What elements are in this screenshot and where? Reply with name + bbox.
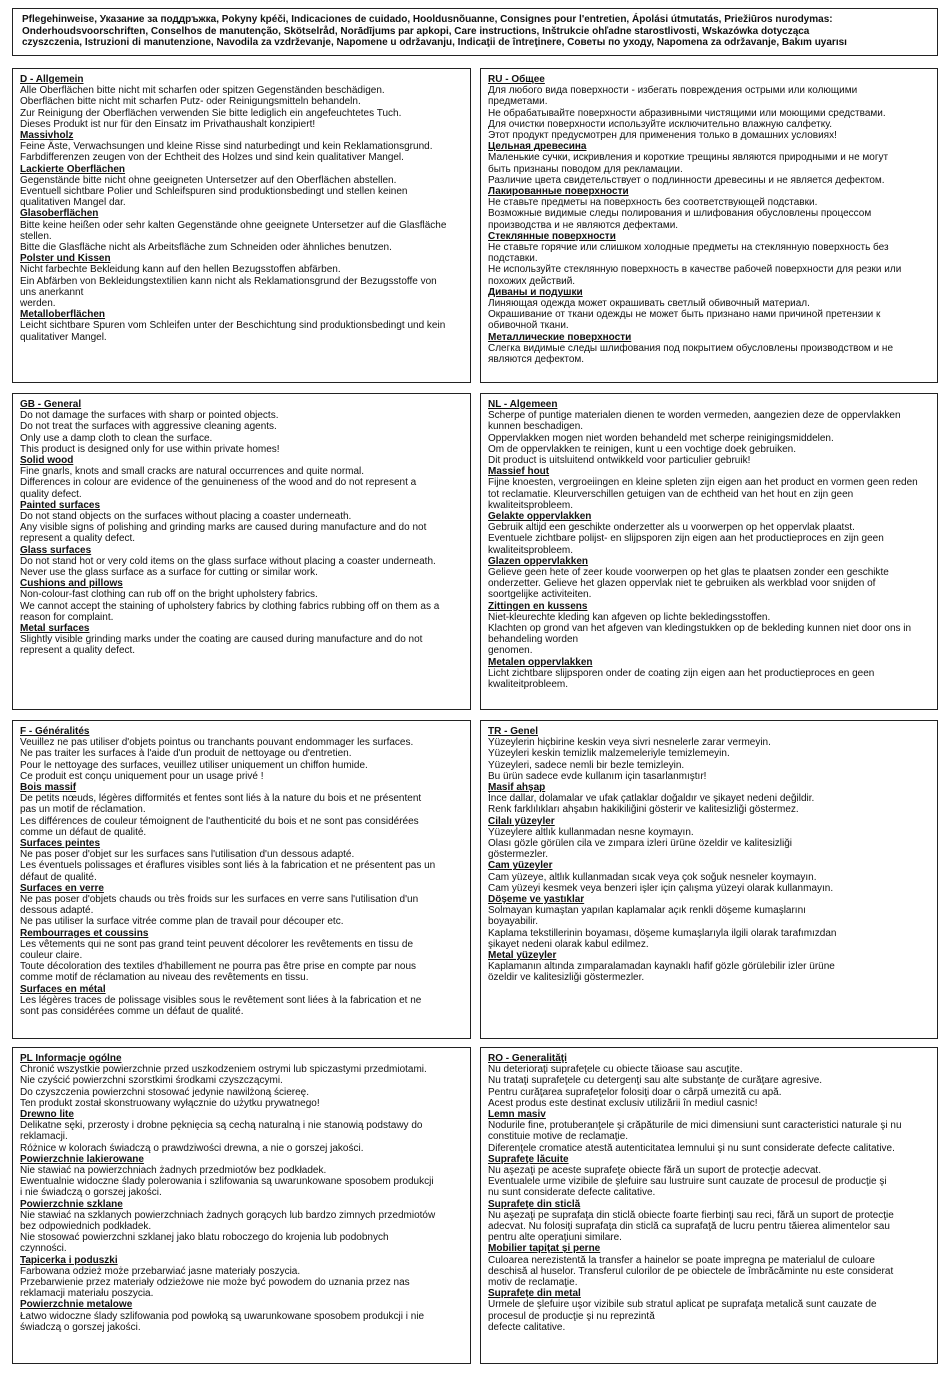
- panel-pl: [12, 1047, 471, 1364]
- panel-ro: [480, 1047, 938, 1364]
- section-heading: Suprafeţe din sticlă: [488, 1198, 581, 1210]
- panel-intro: Scherpe of puntige materialen dienen te worden vermeden, aangezien deze de oppervlakken kunnen beschadigen. Oppervlakken mogen niet worden behandeld met scherpe reinigingsmiddelen. Om de oppervlakken te reinigen, kunt u een vochtige doek gebruiken. Dit product is uitsluitend ontwikkeld voor particulier gebruik!: [488, 410, 901, 467]
- panel-intro: Chronić wszystkie powierzchnie przed uszkodzeniem ostrymi lub spiczastymi przedmiotami. Nie czyścić powierzchni szorstkimi środkami czyszczącymi. Do czyszczenia powierzchni stosować jedynie nawilżoną ściereę. Ten produkt został skonstruowany wyłącznie do użytku prywatnego!: [20, 1064, 427, 1109]
- section-text: Nie stawiać na powierzchniach żadnych przedmiotów bez podkładek. Ewentualnie widoczne ślady polerowania i szlifowania są uwarunkowane sposobem produkcji i nie świadczą o gorszej jakości.: [20, 1165, 434, 1199]
- section-text: Ne pas poser d'objets chauds ou très froids sur les surfaces en verre sans l'utilisation d'un dessous adapté. Ne pas utiliser la surface vitrée comme plan de travail pour découper etc.: [20, 894, 419, 928]
- section-text: Farbowana odzież może przebarwiać jasne materiały poszycia. Przebarwienie przez materiały odzieżowe nie może być powodem do uznania przez nas reklamacji materiału poszycia.: [20, 1265, 410, 1300]
- panel-intro: Veuillez ne pas utiliser d'objets pointus ou tranchants pouvant endommager les surfaces. Ne pas traiter les surfaces à l'aide d'un produit de nettoyage ou d'entretien. Pour le nettoyage des surfaces, veuillez utiliser uniquement un chiffon humide. Ce produit est conçu uniquement pour un usage privé !: [20, 737, 414, 782]
- section-text: Urmele de şlefuire uşor vizibile sub stratul aplicat pe suprafaţa metalică sunt cauzate de procesul de producţie şi nu reprezintă defecte calitative.: [488, 1299, 877, 1333]
- section-heading: Диваны и подушки: [488, 286, 583, 298]
- panel-title: F - Généralités: [20, 726, 90, 737]
- section-heading: Powierzchnie szklane: [20, 1198, 123, 1210]
- section-text: Łatwo widoczne ślady szlifowania pod powłoką są uwarunkowane sposobem produkcji i nie świadczą o gorszej jakości.: [20, 1310, 425, 1333]
- section-heading: Металлические поверхности: [488, 331, 632, 343]
- section-text: Линяющая одежда может окрашивать светлый обивочный материал. Окрашивание от ткани одежды не может быть признано нами причиной претензии к обивочной ткани.: [488, 298, 881, 332]
- section-text: Nie stawiać na szklanych powierzchniach żadnych gorących lub bardzo zimnych przedmiotów bez odpowiednich podkładek. Nie stosować powierzchni szklanej jako blatu roboczego do krojenia lub podobnych czynności.: [20, 1209, 436, 1255]
- panel-title: D - Allgemein: [20, 74, 84, 85]
- panel-title: NL - Algemeen: [488, 399, 558, 410]
- panel-intro: Nu deterioraţi suprafeţele cu obiecte tăioase sau ascuţite. Nu trataţi suprafeţele cu detergenţi sau alte substanţe de curăţare agresive. Pentru curăţarea suprafeţelor folosiţi doar o cârpă umezită cu apă. Acest produs este destinat exclusiv utilizării în mediul casnic!: [488, 1064, 823, 1109]
- section-heading: Powierzchnie metalowe: [20, 1299, 133, 1311]
- section-heading: Surfaces en verre: [20, 882, 104, 894]
- section-text: Не ставьте горячие или слишком холодные предметы на стеклянную поверхность без подставки. Не используйте стеклянную поверхность в качестве рабочей поверхности для резки или похожих действий.: [488, 242, 902, 287]
- section-heading: Mobilier tapiţat şi perne: [488, 1243, 601, 1255]
- section-text: İnce dallar, dolamalar ve ufak çatlaklar doğaldır ve şikayet nedeni değildir. Renk farklılıkları ahşabın hakikiliğini gösterir ve kalitesizliği göstermez.: [488, 793, 815, 816]
- section-heading: Powierzchnie lakierowane: [20, 1153, 144, 1165]
- panel-title: RO - Generalităţi: [488, 1053, 567, 1064]
- section-heading: Lemn masiv: [488, 1109, 546, 1121]
- section-heading: Metalen oppervlakken: [488, 656, 593, 668]
- section-text: Yüzeylere altlık kullanmadan nesne koymayın. Olası gözle görülen cila ve zımpara izleri ürüne özeldir ve kalitesizliği göstermezler.: [488, 826, 793, 861]
- section-heading: Цельная древесина: [488, 141, 587, 153]
- panel-ru: [480, 68, 938, 383]
- section-text: Ne pas poser d'objet sur les surfaces sans l'utilisation d'un dessous adapté. Les éventuels polissages et éraflures visibles sont liés à la fabrication et ne présentent pas un défaut de qualité.: [20, 849, 436, 883]
- panel-tr: [480, 720, 938, 1039]
- section-heading: Surfaces en métal: [20, 983, 106, 995]
- panel-title: TR - Genel: [488, 726, 539, 737]
- section-text: Fine gnarls, knots and small cracks are natural occurrences and quite normal. Differences in colour are evidence of the genuineness of the wood and do not represent a quality defect.: [20, 466, 417, 500]
- section-heading: Metalloberflächen: [20, 309, 106, 321]
- section-heading: Gelakte oppervlakken: [488, 511, 592, 523]
- section-heading: Surfaces peintes: [20, 838, 101, 850]
- section-heading: Suprafeţe din metal: [488, 1288, 581, 1300]
- section-heading: Massief hout: [488, 466, 550, 478]
- section-heading: Massivholz: [20, 130, 74, 142]
- panel-intro: Для любого вида поверхности - избегать повреждения острыми или колющими предметами. Не обрабатывайте поверхности абразивными чистящими или моющими средствами. Для очистки поверхности используйте исключительно влажную салфетку. Этот продукт предусмотрен для применения только в домашних условиях!: [488, 85, 886, 142]
- section-text: Kaplamanın altında zımparalamadan kaynaklı hafif gözle görülebilir izler ürüne özeldir ve kalitesizliği göstermezler.: [488, 961, 835, 984]
- panel-gb: [12, 393, 471, 710]
- section-text: Nu aşezaţi pe aceste suprafeţe obiecte fără un suport de protecţie adecvat. Eventualele urme vizibile de şlefuire sau lustruire sunt cauzate de procesul de producţie şi nu sunt considerate defecte calitative.: [488, 1165, 887, 1199]
- section-text: Cam yüzeye, altlık kullanmadan sıcak veya çok soğuk nesneler koymayın. Cam yüzeyi kesmek veya benzeri işler için çalışma yüzeyi olarak kullanmayın.: [488, 871, 834, 894]
- panel-nl: [480, 393, 938, 710]
- section-heading: Cilalı yüzeyler: [488, 815, 555, 827]
- section-text: Gegenstände bitte nicht ohne geeigneten Untersetzer auf den Oberflächen abstellen. Eventuell sichtbare Polier und Schleifspuren sind produktionsbedingt und stellen keinen qualitativen Mangel dar.: [20, 174, 408, 209]
- section-heading: Rembourrages et coussins: [20, 927, 149, 939]
- section-heading: Suprafeţe lăcuite: [488, 1153, 569, 1165]
- panel-intro: Yüzeylerin hiçbirine keskin veya sivri nesnelerle zarar vermeyin. Yüzeyleri keskin temizlik malzemeleriyle temizlemeyin. Yüzeyleri, sadece nemli bir bezle temizleyin. Bu ürün sadece evde kullanım için tasarlanmıştır!: [488, 737, 771, 782]
- panel-de: [12, 68, 471, 383]
- section-text: Do not stand objects on the surfaces without placing a coaster underneath. Any visible signs of polishing and grinding marks are caused during manufacture and do not represent a quality defect.: [20, 511, 427, 545]
- section-text: Nodurile fine, protuberanţele şi crăpăturile de mici dimensiuni sunt caracteristici naturale şi nu constituie motive de reclamaţie. Diferenţele cromatice atestă autenticitatea lemnului şi nu sunt considerate defecte calitative.: [488, 1120, 902, 1154]
- section-heading: Tapicerka i poduszki: [20, 1254, 118, 1266]
- section-heading: Glass surfaces: [20, 544, 92, 556]
- panel-intro: Alle Oberflächen bitte nicht mit scharfen oder spitzen Gegenständen beschädigen. Oberflächen bitte nicht mit scharfen Putz- oder Reinigungsmitteln behandeln. Zur Reinigung der Oberflächen verwenden Sie bitte lediglich ein angefeuchtetes Tuch. Dieses Produkt ist nur für den Einsatz im Privathaushalt konzipiert!: [20, 85, 402, 130]
- section-text: Fijne knoesten, vergroeiingen en kleine spleten zijn eigen aan het product en vormen geen reden tot reclamatie. Kleurverschillen getuigen van de echtheid van het hout en zijn geen kwaliteitsprobleem.: [488, 477, 918, 511]
- section-heading: Metal surfaces: [20, 623, 90, 635]
- section-text: Les vêtements qui ne sont pas grand teint peuvent décolorer les revêtements en tissu de couleur claire. Toute décoloration des textiles d'habillement ne pourra pas être prise en compte par nous comme motif de réclamation au niveau des revêtements en tissu.: [20, 938, 417, 984]
- care-instructions-header: Pflegehinweise, Указание за поддръжка, Pokyny kpéči, Indicaciones de cuidado, Hooldusnõuanne, Consignes pour l'entretien, Ápolási útmutatás, Priežiūros nurodymas: Onderhoudsvoorschriften, Conselhos de manutenção, Skötselråd, Norādījums par apkopi, Care instructions, Inštrukcie ohľadne starostlivosti, Wskazówka dotycząca czyszczenia, Istruzioni di manutenzione, Navodila za vzdrževanje, Napomene u održavanju, Indicaţii de întreţinere, Советы по уходу, Napomena za održavanje, Bakım uyarısı: [22, 14, 847, 48]
- section-text: Gelieve geen hete of zeer koude voorwerpen op het glas te plaatsen zonder een geschikte onderzetter. Gelieve het glazen oppervlak niet te gebruiken als werkblad voor snijden of soortgelijke activiteiten.: [488, 567, 889, 601]
- panel-title: RU - Общее: [488, 74, 545, 85]
- section-text: Не ставьте предметы на поверхность без соответствующей подставки. Возможные видимые следы полирования и шлифования обусловлены процессом производства и не являются дефектами.: [488, 197, 872, 231]
- section-heading: Lackierte Oberflächen: [20, 163, 126, 175]
- section-heading: Cushions and pillows: [20, 578, 123, 590]
- section-text: Feine Äste, Verwachsungen und kleine Risse sind naturbedingt und kein Reklamationsgrund. Farbdifferenzen zeugen von der Echtheit des Holzes und sind kein qualitativer Mangel.: [20, 141, 433, 164]
- section-text: Culoarea nerezistentă la transfer a hainelor se poate impregna pe materialul de culoare deschisă al huselor. Transferul culorilor de pe obiectele de îmbrăcăminte nu este considerat motiv de reclamaţie.: [488, 1254, 894, 1289]
- section-heading: Лакированные поверхности: [488, 186, 629, 198]
- section-text: Non-colour-fast clothing can rub off on the bright upholstery fabrics. We cannot accept the staining of upholstery fabrics by clothing fabrics rubbing off on them as a reason for complaint.: [20, 589, 440, 623]
- section-heading: Glasoberflächen: [20, 208, 99, 220]
- section-heading: Стеклянные поверхности: [488, 230, 616, 242]
- section-text: Slightly visible grinding marks under the coating are caused during manufacture and do not represent a quality defect.: [20, 634, 423, 657]
- section-text: Слегка видимые следы шлифования под покрытием обусловлены производством и не являются дефектом.: [488, 342, 894, 366]
- section-text: Gebruik altijd een geschikte onderzetter als u voorwerpen op het oppervlak plaatst. Eventuele zichtbare polijst- en slijpsporen zijn eigen aan het productieproces en zijn geen kwaliteitsprobleem.: [488, 522, 884, 556]
- section-text: Solmayan kumaştan yapılan kaplamalar açık renkli döşeme kumaşlarını boyayabilir. Kaplama tekstillerinin boyaması, döşeme kumaşlarıyla ilgili olarak tarafımızdan şikayet nedeni olarak kabul edilmez.: [488, 905, 837, 950]
- section-text: Do not stand hot or very cold items on the glass surface without placing a coaster underneath. Never use the glass surface as a surface for cutting or similar work.: [20, 555, 436, 579]
- section-heading: Zittingen en kussens: [488, 600, 588, 612]
- section-text: Bitte keine heißen oder sehr kalten Gegenstände ohne geeignete Untersetzer auf die Glasfläche stellen. Bitte die Glasfläche nicht als Arbeitsfläche zum Schneiden oder ähnliches benutzen.: [20, 219, 447, 254]
- section-text: Les légères traces de polissage visibles sous le revêtement sont liées à la fabrication et ne sont pas considérées comme un défaut de qualité.: [20, 994, 422, 1018]
- section-text: Leicht sichtbare Spuren vom Schleifen unter der Beschichtung sind produktionsbedingt und kein qualitativer Mangel.: [20, 320, 446, 343]
- section-heading: Polster und Kissen: [20, 253, 111, 265]
- section-heading: Glazen oppervlakken: [488, 555, 589, 567]
- panel-f: [12, 720, 471, 1039]
- section-text: Niet-kleurechte kleding kan afgeven op lichte bekledingsstoffen. Klachten op grond van het afgeven van kledingstukken op de bekleding kunnen niet door ons in behandeling worden genomen.: [488, 611, 912, 657]
- section-heading: Metal yüzeyler: [488, 950, 557, 962]
- section-text: Маленькие сучки, искривления и короткие трещины являются природными и не могут быть признаны поводом для рекламации. Различие цвета свидетельствует о подлинности древесины и не является дефектом.: [488, 152, 889, 186]
- section-text: Licht zichtbare slijpsporen onder de coating zijn eigen aan het productieproces en geen kwaliteitprobleem.: [488, 667, 875, 691]
- section-heading: Döşeme ve yastıklar: [488, 894, 585, 906]
- header-box: [12, 8, 938, 56]
- panel-intro: Do not damage the surfaces with sharp or pointed objects. Do not treat the surfaces with aggressive cleaning agents. Only use a damp cloth to clean the surface. This product is designed only for use within private homes!: [20, 410, 280, 455]
- section-heading: Solid wood: [20, 455, 74, 467]
- section-text: Nu aşezaţi pe suprafaţa din sticlă obiecte foarte fierbinţi sau reci, fără un suport de protecţie adecvat. Nu folosiţi suprafaţa din sticlă ca suprafaţă de lucru pentru tăierea alimentelor sau pentru alte operaţiuni similare.: [488, 1209, 894, 1244]
- section-heading: Painted surfaces: [20, 499, 101, 511]
- panel-title: PL Informacje ogólne: [20, 1053, 122, 1064]
- section-heading: Masif ahşap: [488, 782, 546, 794]
- section-text: De petits nœuds, légères difformités et fentes sont liés à la nature du bois et ne présentent pas un motif de réclamation. Les différences de couleur témoignent de l'authenticité du bois et ne sont pas considérées comme un défaut de qualité.: [20, 793, 422, 838]
- panel-title: GB - General: [20, 399, 82, 410]
- section-text: Delikatne sęki, przerosty i drobne pęknięcia są cechą naturalną i nie stanowią podstawy do reklamacji. Różnice w kolorach świadczą o prawdziwości drewna, a nie o gorszej jakości.: [20, 1120, 423, 1154]
- section-heading: Cam yüzeyler: [488, 860, 553, 872]
- section-heading: Drewno lite: [20, 1109, 74, 1121]
- section-text: Nicht farbechte Bekleidung kann auf den hellen Bezugsstoffen abfärben. Ein Abfärben von Bekleidungstextilien kann nicht als Reklamationsgrund der Bezugsstoffe von uns anerkannt werden.: [20, 264, 437, 310]
- section-heading: Bois massif: [20, 782, 77, 794]
